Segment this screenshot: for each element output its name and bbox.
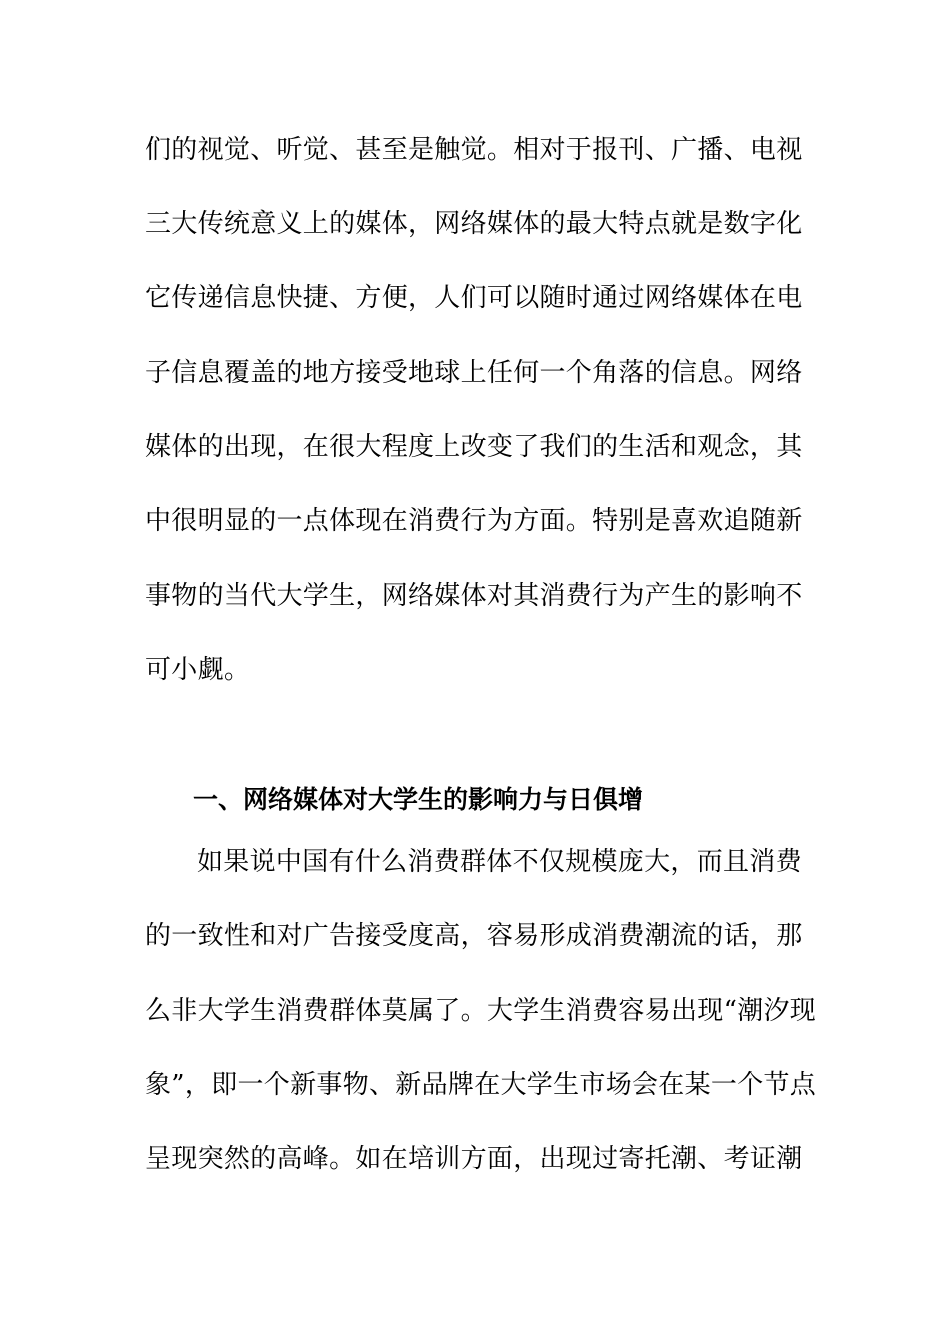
paragraph-line: 可小觑。 [145,655,251,685]
paragraph-line: 如果说中国有什么消费群体不仅规模庞大，而且消费 [197,847,802,877]
paragraph-line: 事物的当代大学生，网络媒体对其消费行为产生的影响不 [145,581,803,611]
paragraph-line: 们的视觉、听觉、甚至是触觉。相对于报刊、广播、电视 [145,135,803,165]
paragraph-line: 子信息覆盖的地方接受地球上任何一个角落的信息。网络 [145,358,803,388]
paragraph-line: 三大传统意义上的媒体，网络媒体的最大特点就是数字化 [145,209,803,239]
paragraph-line: 么非大学生消费群体莫属了。大学生消费容易出现“潮汐现 [145,996,817,1026]
paragraph-line: 中很明显的一点体现在消费行为方面。特别是喜欢追随新 [145,506,803,536]
paragraph-line: 象”，即一个新事物、新品牌在大学生市场会在某一个节点 [145,1070,817,1100]
section-heading: 一、网络媒体对大学生的影响力与日俱增 [193,785,644,814]
paragraph-line: 媒体的出现，在很大程度上改变了我们的生活和观念，其 [145,432,803,462]
paragraph-line: 它传递信息快捷、方便，人们可以随时通过网络媒体在电 [145,283,803,313]
paragraph-line: 的一致性和对广告接受度高，容易形成消费潮流的话，那 [145,921,803,951]
paragraph-line: 呈现突然的高峰。如在培训方面，出现过寄托潮、考证潮 [145,1144,803,1174]
